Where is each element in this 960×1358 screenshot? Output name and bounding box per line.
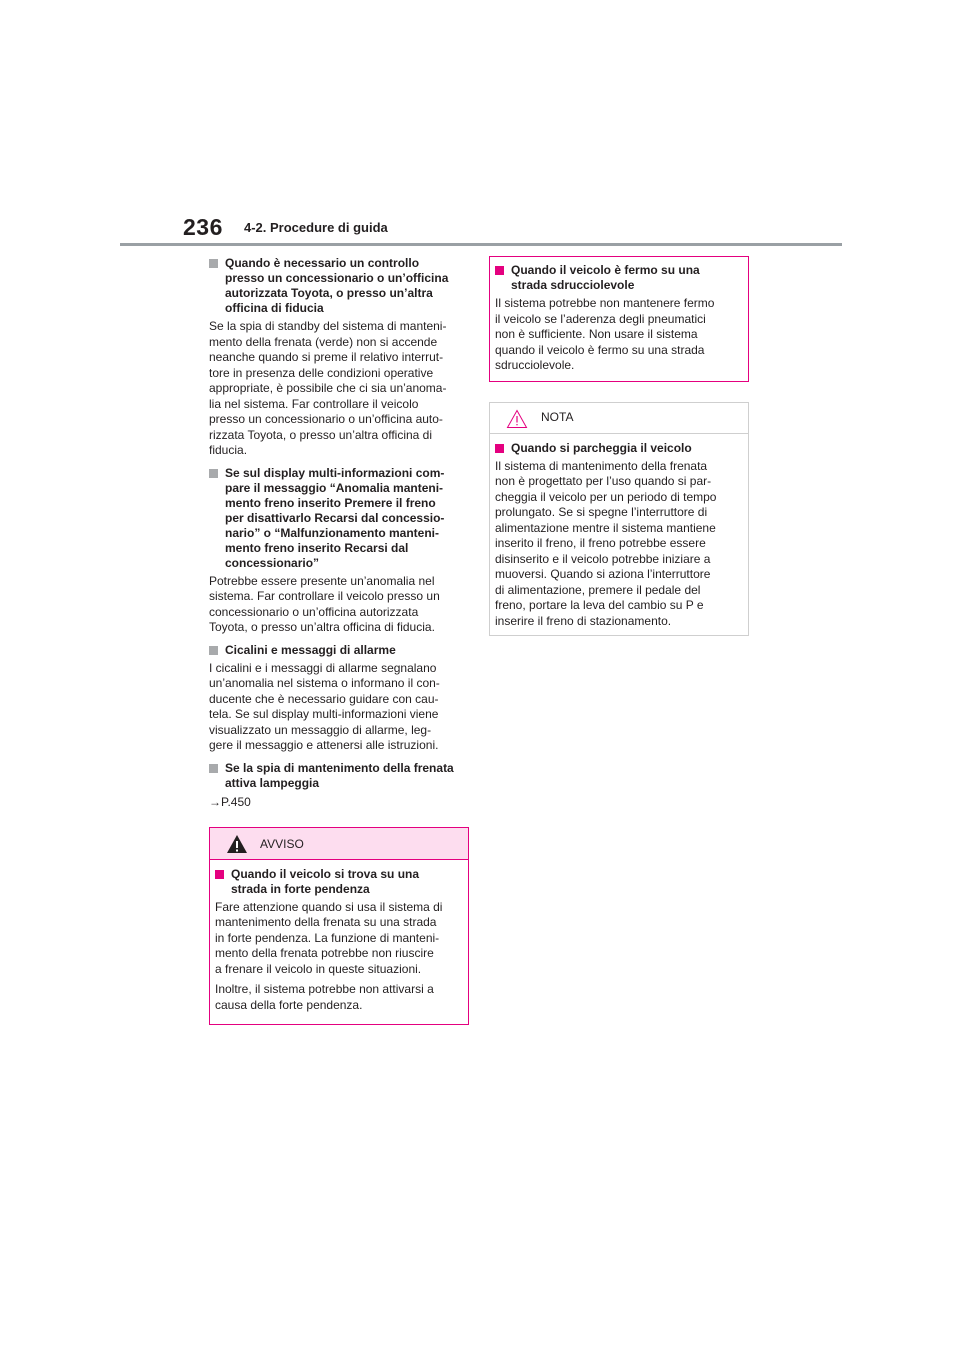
topic-heading: Cicalini e messaggi di allarme (225, 642, 396, 657)
page-reference-link[interactable]: →P.450 (209, 794, 251, 809)
warning-triangle-icon (226, 834, 248, 854)
square-bullet-icon (209, 646, 218, 655)
topic-text: I cicalini e i messaggi di allarme segnalano un’anomalia nel sistema o informano il con- ducente che è necessario guidare con cau- tela. Se sul display multi-informazioni viene visualizzato un messaggio di allarme, leg- gere il messaggio e attenersi alle istruzioni. (209, 660, 440, 752)
topic-dealer-check (209, 256, 469, 459)
warning-box (209, 827, 469, 1026)
header-divider (120, 243, 842, 246)
note-box (489, 402, 749, 637)
caution-box (489, 256, 749, 382)
page-number: 236 (183, 214, 223, 240)
topic-heading: Se la spia di mantenimento della frenata attiva lampeggia (225, 760, 454, 790)
warning-label: AVVISO (260, 836, 304, 851)
topic-heading: Se sul display multi-informazioni com- pare il messaggio “Anomalia manteni- mento freno inserito Premere il freno per disattivarlo Recarsi dal concessio- nario” o “Malfunzionamento manteni- mento freno inserito Recarsi dal concessionario” (225, 465, 445, 570)
topic-heading: Quando è necessario un controllo presso un concessionario o un’officina autorizzata Toyota, o presso un’altra officina di fiducia (225, 256, 449, 315)
note-triangle-icon (506, 409, 528, 429)
topic-indicator-flashing (209, 761, 469, 810)
section-title: 4-2. Procedure di guida (244, 220, 388, 235)
warning-heading: Quando il veicolo si trova su una strada in forte pendenza (231, 866, 420, 896)
topic-display-message (209, 466, 469, 636)
warning-text: Fare attenzione quando si usa il sistema di mantenimento della frenata su una strada in forte pendenza. La funzione di manteni- mento della frenata potrebbe non riuscire a frenare il veicolo in queste situazioni. (215, 899, 443, 976)
square-bullet-icon (215, 870, 224, 879)
warning-header (210, 828, 468, 860)
note-label: NOTA (541, 409, 574, 424)
caution-text: Il sistema potrebbe non mantenere fermo il veicolo se l’aderenza degli pneumatici non è sufficiente. Non usare il sistema quando il veicolo è fermo su una strada sdrucciolevole. (495, 296, 715, 372)
note-text: Il sistema di mantenimento della frenata non è progettato per l’uso quando si par- cheggia il veicolo per un periodo di tempo prolungato. Se si spegne l’interruttore di alimentazione mentre il sistema mantiene inserito il freno, il freno potrebbe essere disinserito e il veicolo potrebbe iniziare a muoversi. Quando si aziona l’interruttore di alimentazione, premere il pedale del freno, portare la leva del cambio su P e inserire il freno di stazionamento. (495, 458, 717, 628)
topic-buzzers (209, 643, 469, 754)
square-bullet-icon (209, 259, 218, 268)
right-column (489, 256, 749, 636)
square-bullet-icon (209, 469, 218, 478)
left-column (209, 256, 469, 1025)
note-heading: Quando si parcheggia il veicolo (511, 440, 692, 455)
topic-text: Potrebbe essere presente un’anomalia nel sistema. Far controllare il veicolo presso un concessionario o un’officina autorizzata Toyota, o presso un’altra officina di fiducia. (209, 573, 440, 634)
note-header (490, 403, 748, 434)
square-bullet-icon (495, 444, 504, 453)
square-bullet-icon (209, 764, 218, 773)
square-bullet-icon (495, 266, 504, 275)
topic-text: Se la spia di standby del sistema di manteni- mento della frenata (verde) non si accende neanche quando si preme il relativo interrut- tore in presenza delle condizioni operative appropriate, è possibile che ci sia un’anoma- lia nel sistema. Far controllare il veicolo presso un concessionario o un’officina auto- rizzata Toyota, o presso un’altra officina di fiducia. (209, 319, 447, 457)
warning-text: Inoltre, il sistema potrebbe non attivarsi a causa della forte pendenza. (215, 982, 434, 1012)
caution-heading: Quando il veicolo è fermo su una strada sdrucciolevole (511, 263, 700, 292)
